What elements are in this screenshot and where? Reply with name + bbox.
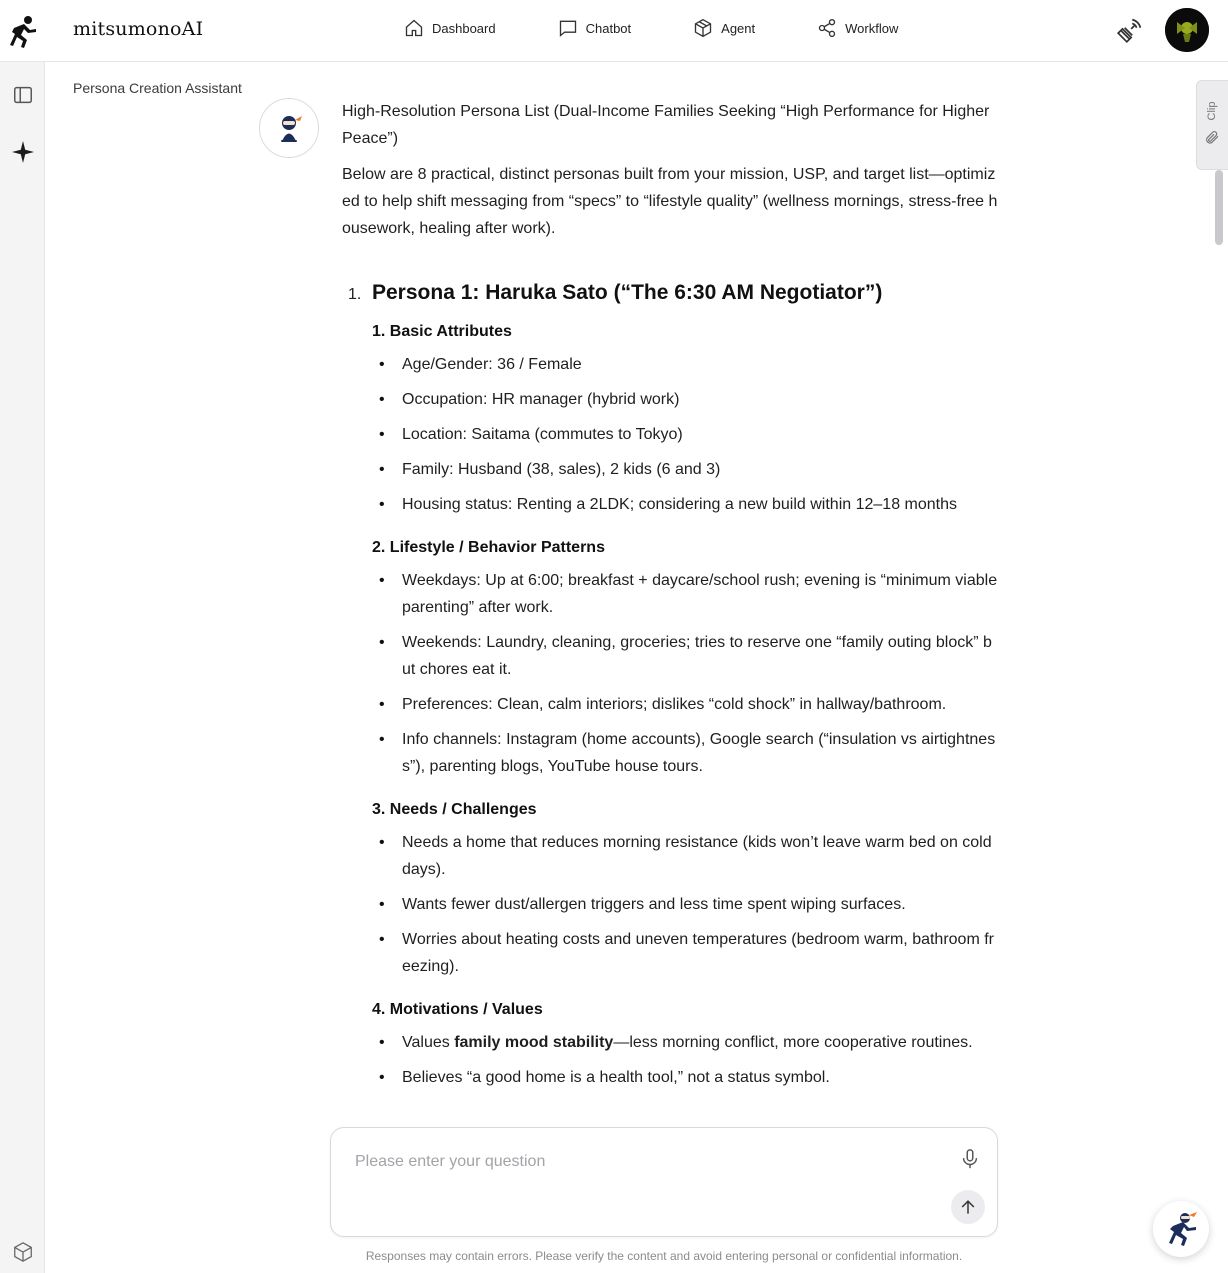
nav-chatbot-label: Chatbot bbox=[585, 20, 632, 36]
motivations-list bbox=[372, 1029, 1000, 1091]
list-item: • Housing status: Renting a 2LDK; considering a new build within 12–18 months bbox=[372, 491, 1000, 518]
help-assistant-button[interactable] bbox=[1153, 1201, 1209, 1257]
needs-list bbox=[372, 829, 1000, 980]
section-heading: 4. Motivations / Values bbox=[372, 1001, 543, 1018]
satellite-icon[interactable] bbox=[1116, 18, 1142, 44]
clip-tab-label: Clip bbox=[1206, 101, 1218, 121]
question-input[interactable] bbox=[355, 1150, 935, 1174]
assistant-avatar bbox=[259, 98, 319, 158]
chat-composer bbox=[330, 1127, 998, 1237]
persona-number: 1. bbox=[348, 286, 362, 303]
section-heading: 1. Basic Attributes bbox=[372, 323, 512, 340]
list-item-text: —less morning conflict, more cooperative routines. bbox=[613, 1034, 973, 1051]
sidebar-panel-icon bbox=[12, 84, 34, 106]
home-icon bbox=[404, 18, 424, 38]
share-nodes-icon bbox=[817, 18, 837, 38]
list-item: • Weekdays: Up at 6:00; breakfast + daycare/school rush; evening is “minimum viable parenting” after work. bbox=[372, 567, 1000, 621]
user-avatar[interactable] bbox=[1165, 8, 1209, 52]
list-item: • Family: Husband (38, sales), 2 kids (6 and 3) bbox=[372, 456, 1000, 483]
nav-chatbot[interactable] bbox=[558, 18, 632, 38]
persona-title: Persona 1: Haruka Sato (“The 6:30 AM Negotiator”) bbox=[372, 281, 883, 304]
nav-workflow-label: Workflow bbox=[845, 20, 899, 36]
lifestyle-list bbox=[372, 567, 1000, 780]
list-item: • Age/Gender: 36 / Female bbox=[372, 351, 1000, 378]
arrow-up-icon bbox=[958, 1197, 978, 1217]
cube-outline-icon bbox=[12, 1241, 34, 1263]
persona-heading bbox=[342, 278, 1000, 308]
breadcrumb: Persona Creation Assistant bbox=[73, 80, 242, 96]
microphone-icon bbox=[959, 1148, 981, 1170]
nav-agent-label: Agent bbox=[721, 20, 756, 36]
disclaimer-text: Responses may contain errors. Please verify the content and avoid entering personal or confidential information. bbox=[365, 1249, 963, 1263]
nav-agent[interactable] bbox=[693, 18, 755, 38]
nav-workflow[interactable] bbox=[817, 18, 898, 38]
list-item-bold: family mood stability bbox=[454, 1034, 614, 1051]
top-header bbox=[0, 0, 1228, 62]
user-avatar-image bbox=[1165, 8, 1209, 52]
left-rail bbox=[0, 0, 45, 1273]
send-button[interactable] bbox=[951, 1190, 985, 1224]
clip-tab[interactable] bbox=[1196, 80, 1228, 170]
scrollbar-thumb[interactable] bbox=[1215, 170, 1223, 245]
sparkle-icon bbox=[11, 140, 35, 164]
ninja-mascot-icon bbox=[271, 110, 307, 146]
section-heading: 2. Lifestyle / Behavior Patterns bbox=[372, 539, 605, 556]
basic-attributes-list bbox=[372, 351, 1000, 518]
assistant-message bbox=[342, 98, 1000, 1120]
message-title: High-Resolution Persona List (Dual-Income Families Seeking “High Performance for Higher Peace”) bbox=[342, 103, 990, 147]
list-item: • Needs a home that reduces morning resistance (kids won’t leave warm bed on cold days). bbox=[372, 829, 1000, 883]
list-item bbox=[372, 1064, 1000, 1091]
voice-input-button[interactable] bbox=[957, 1146, 983, 1172]
runner-logo-icon[interactable] bbox=[4, 14, 40, 50]
list-item: • Location: Saitama (commutes to Tokyo) bbox=[372, 421, 1000, 448]
message-intro: Below are 8 practical, distinct personas built from your mission, USP, and target list—optimized to help shift messaging from “specs” to “lifestyle quality” (wellness mornings, stress-free housework, healing after work). bbox=[342, 166, 998, 237]
sparkle-button[interactable] bbox=[0, 132, 45, 172]
list-item: • Preferences: Clean, calm interiors; dislikes “cold shock” in hallway/bathroom. bbox=[372, 691, 1000, 718]
nav-dashboard-label: Dashboard bbox=[432, 20, 496, 36]
main-nav bbox=[404, 18, 898, 38]
settings-button[interactable] bbox=[0, 1232, 45, 1272]
list-item: • Wants fewer dust/allergen triggers and less time spent wiping surfaces. bbox=[372, 891, 1000, 918]
cube-icon bbox=[693, 18, 713, 38]
list-item: • Worries about heating costs and uneven temperatures (bedroom warm, bathroom freezing). bbox=[372, 926, 1000, 980]
list-item: • Occupation: HR manager (hybrid work) bbox=[372, 386, 1000, 413]
persona-body bbox=[342, 318, 1000, 1091]
paperclip-icon bbox=[1204, 129, 1220, 145]
list-item-text: Values bbox=[402, 1034, 455, 1051]
ninja-runner-icon bbox=[1161, 1209, 1201, 1249]
list-item: • Weekends: Laundry, cleaning, groceries; tries to reserve one “family outing block” but chores eat it. bbox=[372, 629, 1000, 683]
brand-name[interactable]: mitsumonoAI bbox=[73, 18, 204, 40]
sidebar-toggle-button[interactable] bbox=[0, 75, 45, 115]
section-heading: 3. Needs / Challenges bbox=[372, 801, 537, 818]
chat-bubble-icon bbox=[558, 18, 578, 38]
list-item bbox=[372, 1029, 1000, 1056]
nav-dashboard[interactable] bbox=[404, 18, 496, 38]
list-item-text: Believes “a good home is a health tool,” not a status symbol. bbox=[402, 1069, 830, 1086]
list-item: • Info channels: Instagram (home accounts), Google search (“insulation vs airtightness”), parenting blogs, YouTube house tours. bbox=[372, 726, 1000, 780]
